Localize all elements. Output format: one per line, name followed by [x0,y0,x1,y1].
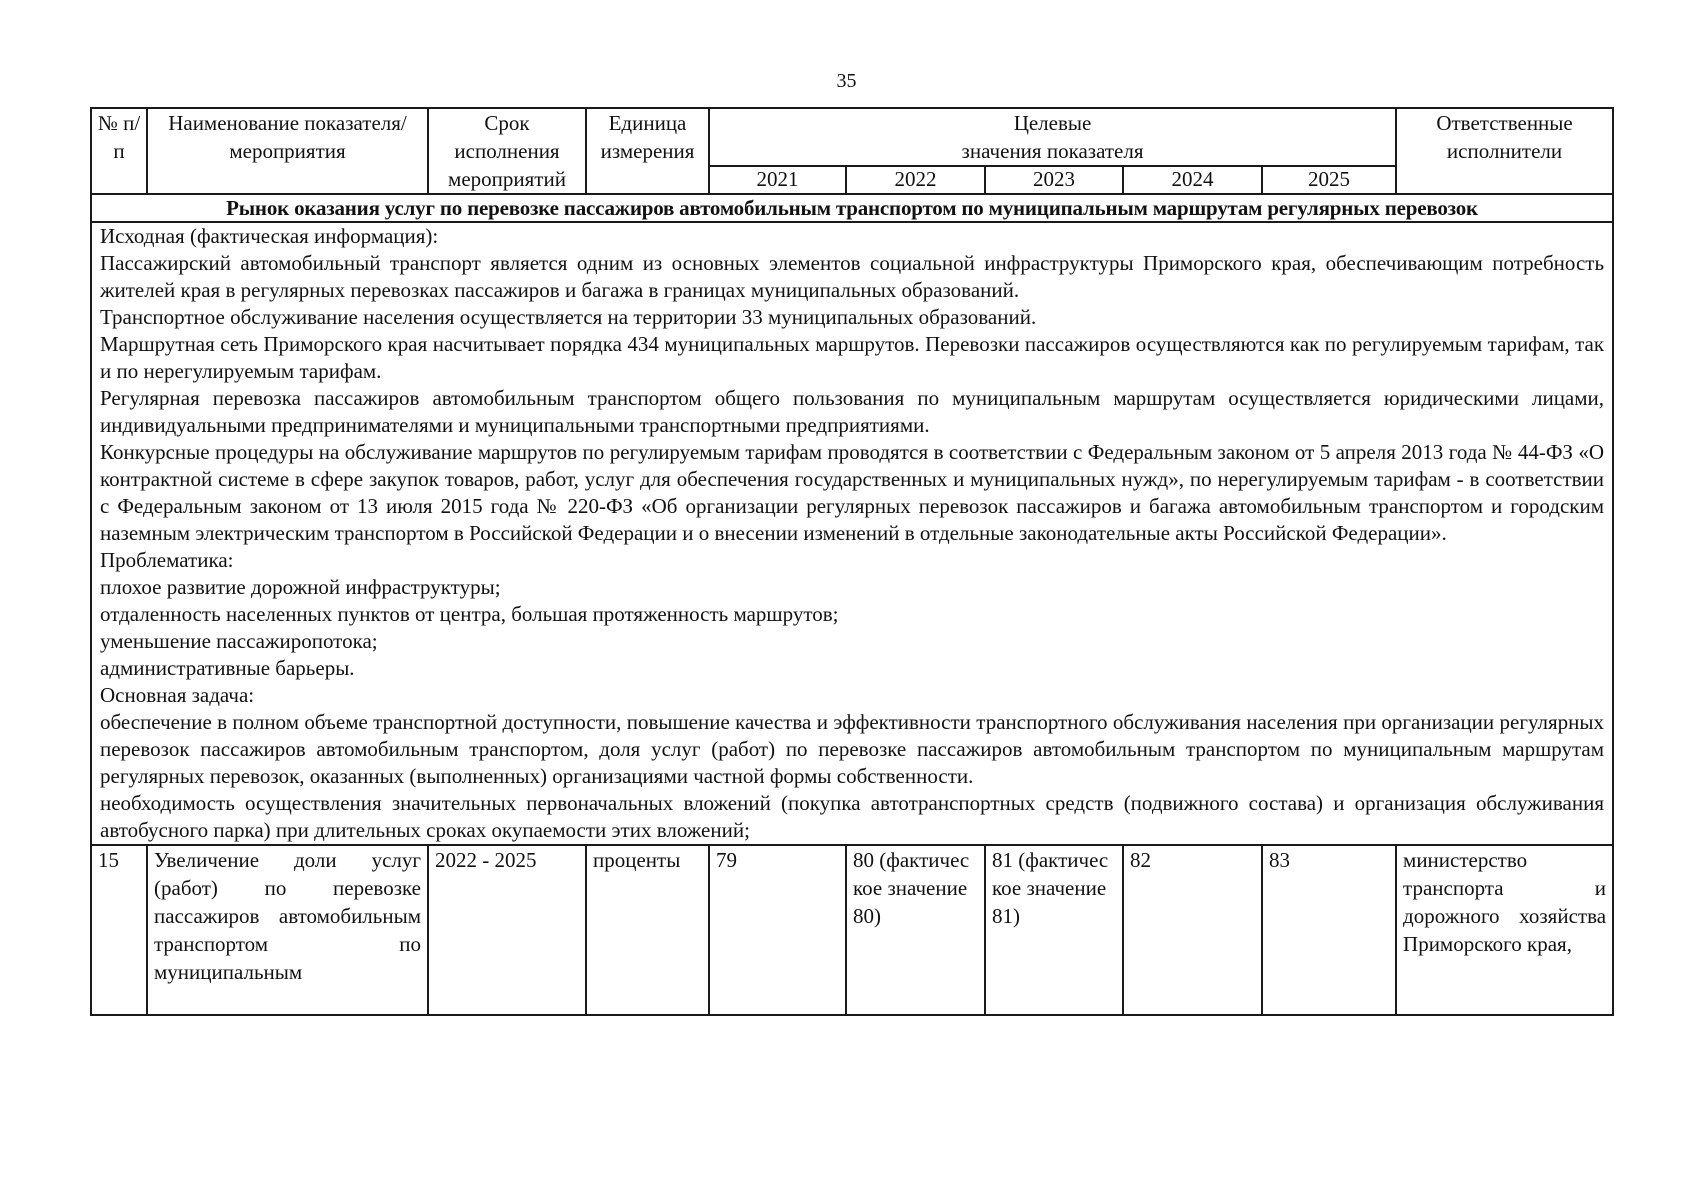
header-year: 2024 [1123,166,1262,194]
row-value-2025: 83 [1262,845,1396,1015]
row-value-2023: 81 (фактическое значение 81) [985,845,1123,1015]
body-paragraph: Транспортное обслуживание населения осуществляется на территории 33 муниципальных образований. [100,305,1037,329]
body-paragraph: необходимость осуществления значительных первоначальных вложений (покупка автотранспортных средств (подвижного состава) и организация обслуживания автобусного парка) при длительных сроках окупаемости этих вложений; [100,791,1605,842]
row-unit: проценты [586,845,709,1015]
body-paragraph: Маршрутная сеть Приморского края насчитывает порядка 434 муниципальных маршрутов. Перевозки пассажиров осуществляются как по регулируемым тарифам, так и по нерегулируемым тарифам. [100,332,1605,383]
body-paragraph: Пассажирский автомобильный транспорт является одним из основных элементов социальной инфраструктуры Приморского края, обеспечивающим потребность жителей края в регулярных перевозках пассажиров и багажа в границах муниципальных образований. [100,251,1605,302]
row-value-2024: 82 [1123,845,1262,1015]
page-number: 35 [836,70,857,92]
section-title: Рынок оказания услуг по перевозке пассажиров автомобильным транспортом по муниципальным маршрутам регулярных перевозок [91,194,1613,222]
header-target-line1: Целевые [1013,111,1092,135]
header-target-line2: значения показателя [961,139,1144,163]
header-responsible: Ответственные исполнители [1396,108,1613,194]
header-num: № п/п [91,108,147,194]
body-paragraph: Проблематика: [100,548,234,572]
header-year: 2023 [985,166,1123,194]
body-paragraph: плохое развитие дорожной инфраструктуры; [100,575,501,599]
body-paragraph: отдаленность населенных пунктов от центра, большая протяженность маршрутов; [100,602,839,626]
table-row [91,845,1613,1015]
indicator-table [90,107,1614,1016]
row-num: 15 [91,845,147,1015]
row-term: 2022 - 2025 [428,845,586,1015]
body-paragraph: уменьшение пассажиропотока; [100,629,378,653]
body-paragraph: Исходная (фактическая информация): [100,224,439,248]
row-value-2021: 79 [709,845,846,1015]
body-paragraph: Основная задача: [100,683,255,707]
row-responsible: министерство транспорта и дорожного хозяйства Приморского края, [1396,845,1613,1015]
section-body-row [91,222,1613,845]
body-paragraph: Регулярная перевозка пассажиров автомобильным транспортом общего пользования по муниципальным маршрутам осуществляется юридическими лицами, индивидуальными предпринимателями и муниципальными транспортными предприятиями. [100,386,1605,437]
header-target-values [709,108,1396,166]
header-year: 2021 [709,166,846,194]
header-term: Срок исполнения мероприятий [428,108,586,194]
row-indicator-name: Увеличение доли услуг (работ) по перевозке пассажиров автомобильным транспортом по муниципальным [147,845,428,1015]
section-body [91,222,1613,845]
header-name: Наименование показателя/мероприятия [147,108,428,194]
row-value-2022: 80 (фактическое значение 80) [846,845,985,1015]
body-paragraph: административные барьеры. [100,656,355,680]
header-unit: Единица измерения [586,108,709,194]
header-year: 2025 [1262,166,1396,194]
header-year: 2022 [846,166,985,194]
section-row [91,194,1613,222]
body-paragraph: обеспечение в полном объеме транспортной доступности, повышение качества и эффективности транспортного обслуживания населения при организации регулярных перевозок пассажиров автомобильным транспортом, доля услуг (работ) по перевозке пассажиров автомобильным транспортом по муниципальным маршрутам регулярных перевозок, оказанных (выполненных) организациями частной формы собственности. [100,710,1605,788]
body-paragraph: Конкурсные процедуры на обслуживание маршрутов по регулируемым тарифам проводятся в соответствии с Федеральным законом от 5 апреля 2013 года № 44-ФЗ «О контрактной системе в сфере закупок товаров, работ, услуг для обеспечения государственных и муниципальных нужд», по нерегулируемым тарифам - в соответствии с Федеральным законом от 13 июля 2015 года № 220-ФЗ «Об организации регулярных перевозок пассажиров и багажа автомобильным транспортом и городским наземным электрическим транспортом в Российской Федерации и о внесении изменений в отдельные законодательные акты Российской Федерации». [100,440,1605,545]
header-row-1 [91,108,1613,166]
